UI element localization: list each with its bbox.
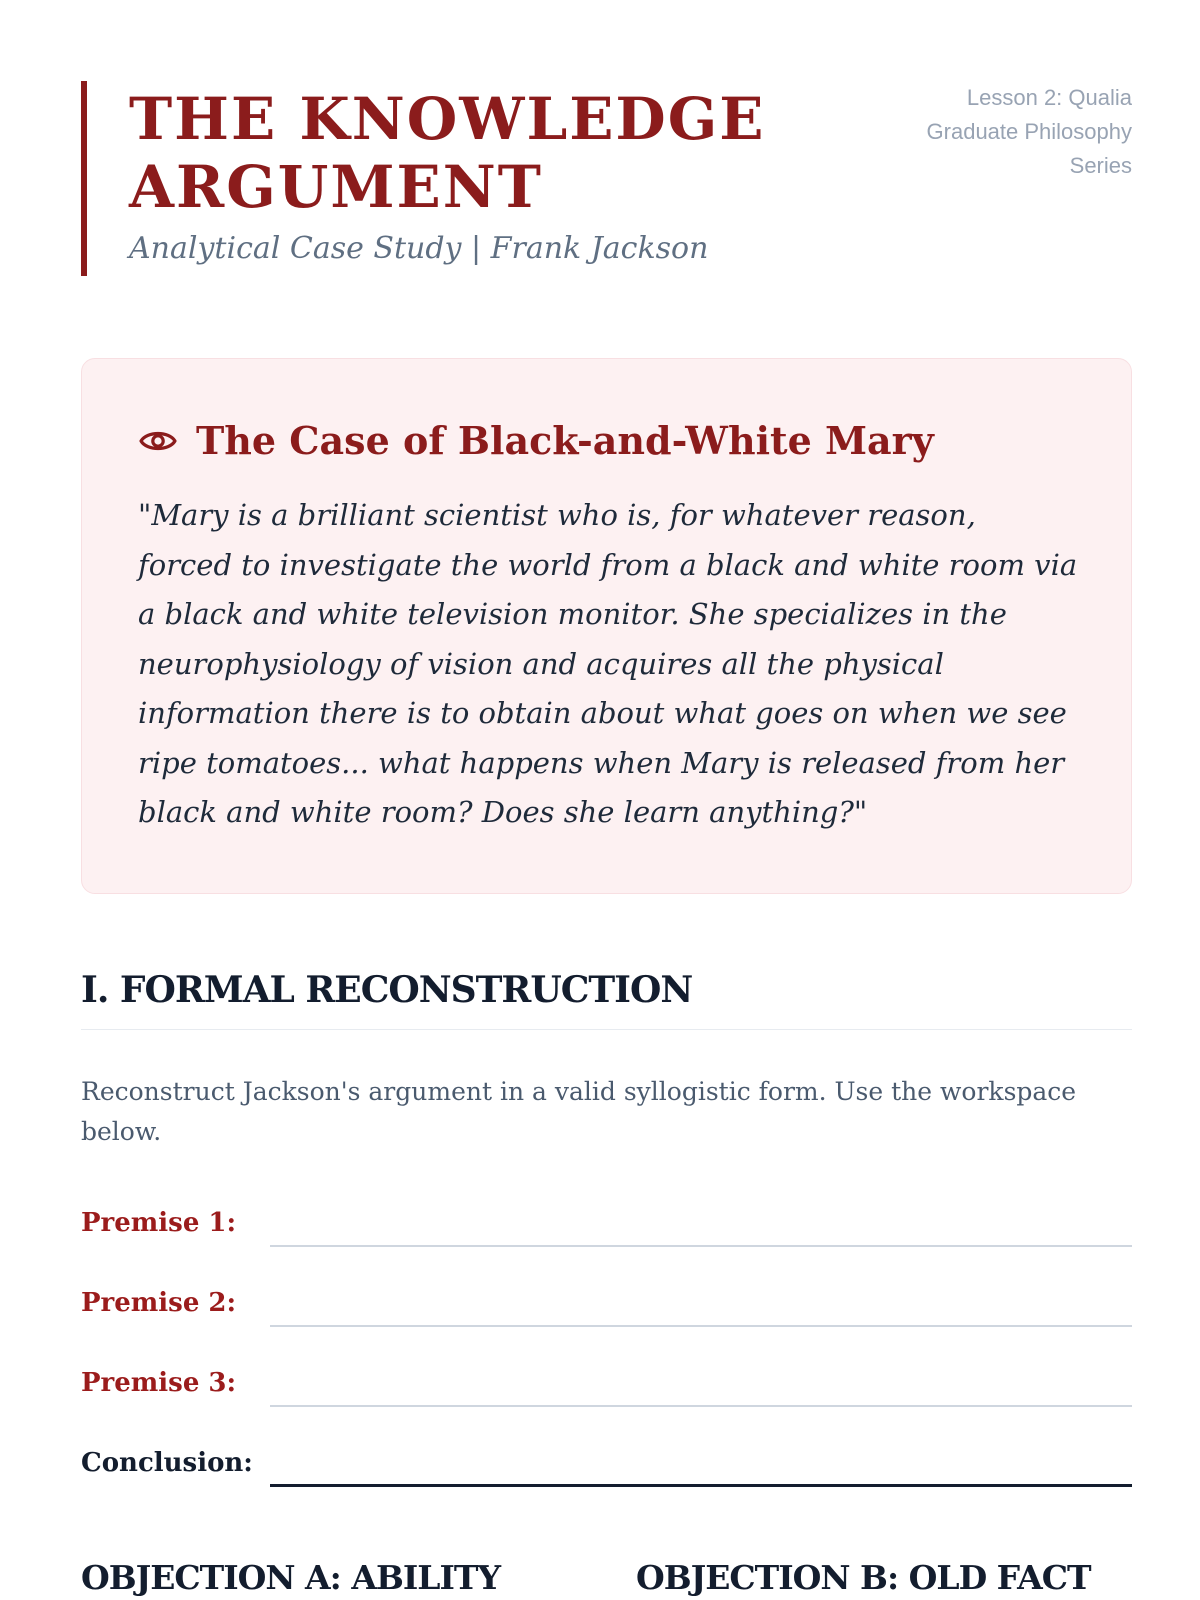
header-accent-bar bbox=[81, 81, 87, 276]
premise-3-label: Premise 3: bbox=[81, 1368, 237, 1398]
page-title bbox=[129, 85, 765, 221]
premise-2-input[interactable] bbox=[270, 1325, 1132, 1327]
objection-a-title: OBJECTION A: ABILITY bbox=[81, 1558, 501, 1597]
case-heading bbox=[138, 419, 934, 463]
premise-2-label: Premise 2: bbox=[81, 1288, 237, 1318]
case-title: The Case of Black-and-White Mary bbox=[196, 418, 934, 463]
premise-3-row bbox=[81, 1357, 1132, 1407]
premise-3-input[interactable] bbox=[270, 1405, 1132, 1407]
section-divider bbox=[81, 1029, 1132, 1030]
lesson-meta-line1: Lesson 2: Qualia bbox=[966, 85, 1132, 110]
lesson-meta-line3: Series bbox=[1069, 153, 1132, 178]
page-subtitle: Analytical Case Study | Frank Jackson bbox=[129, 231, 709, 266]
section-instructions: Reconstruct Jackson's argument in a valid syllogistic form. Use the workspace below. bbox=[81, 1077, 1077, 1146]
lesson-meta bbox=[872, 81, 1132, 183]
objection-b-title: OBJECTION B: OLD FACT bbox=[636, 1558, 1091, 1597]
premise-1-label: Premise 1: bbox=[81, 1208, 237, 1238]
premise-1-row bbox=[81, 1197, 1132, 1247]
conclusion-input[interactable] bbox=[270, 1484, 1132, 1487]
lesson-meta-line2: Graduate Philosophy bbox=[926, 119, 1132, 144]
conclusion-label: Conclusion: bbox=[81, 1448, 253, 1478]
case-quote: "Mary is a brilliant scientist who is, for whatever reason, forced to investigate the world from a black and white room via a black and white television monitor. She specializes in the neurophysiology of vision and acquires all the physical information there is to obtain about what goes on when we see ripe tomatoes... what happens when Mary is released from her black and white room? Does she learn anything?" bbox=[138, 498, 1078, 829]
case-box bbox=[81, 358, 1132, 894]
page-header bbox=[81, 81, 1132, 276]
page-title-line2: ARGUMENT bbox=[129, 153, 543, 221]
conclusion-row bbox=[81, 1437, 1132, 1487]
section-title: I. FORMAL RECONSTRUCTION bbox=[81, 969, 693, 1011]
premise-2-row bbox=[81, 1277, 1132, 1327]
page-title-line1: THE KNOWLEDGE bbox=[129, 85, 766, 153]
premise-1-input[interactable] bbox=[270, 1245, 1132, 1247]
eye-icon bbox=[138, 421, 178, 461]
